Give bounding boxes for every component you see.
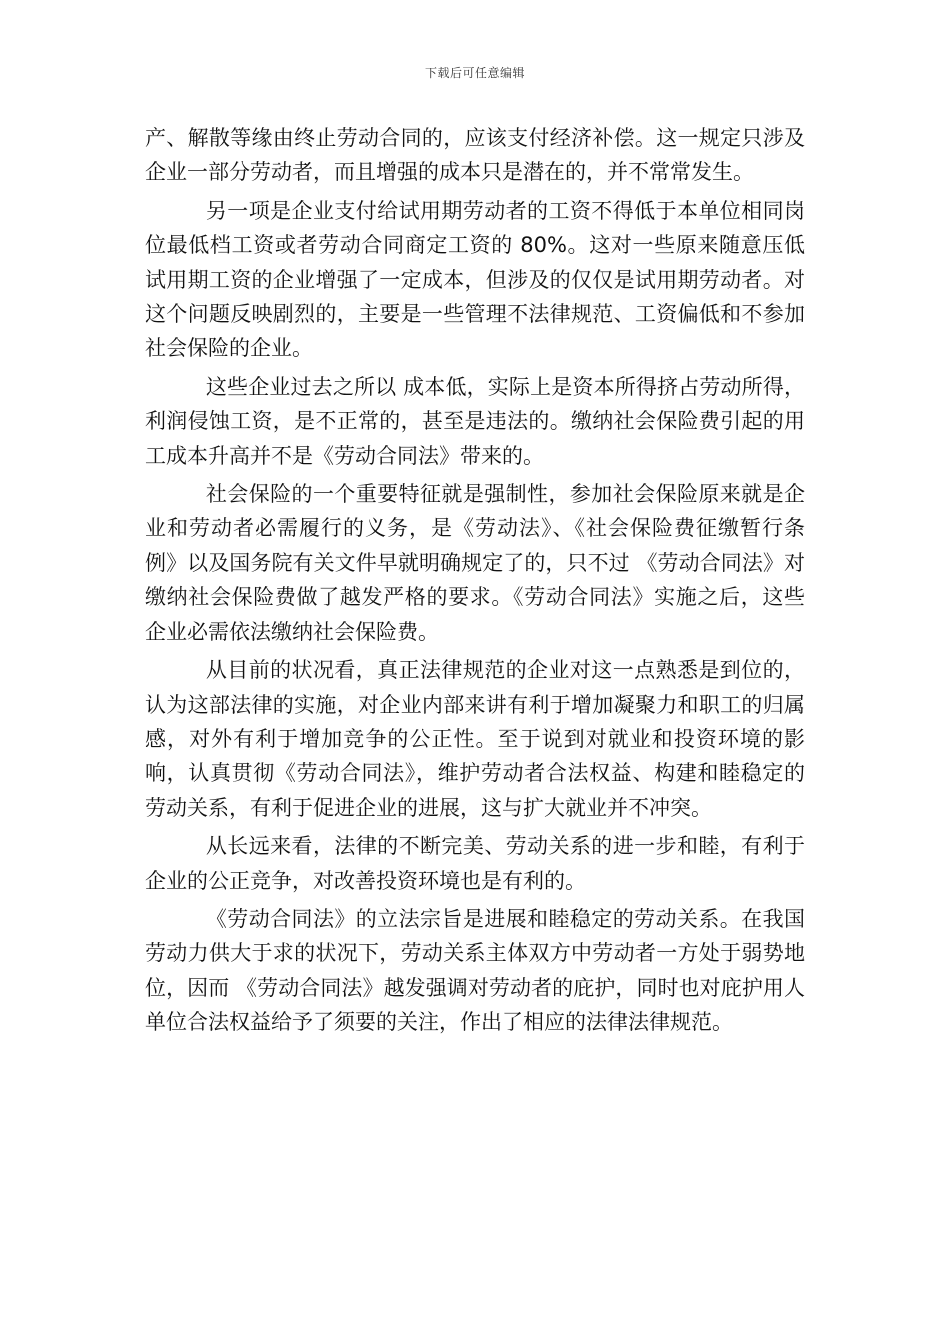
page-header: 下载后可任意编辑 xyxy=(424,66,525,80)
paragraph-2: 另一项是企业支付给试用期劳动者的工资不得低于本单位相同岗位最低档工资或者劳动合同商定工资的 80%。这对一些原来随意压低试用期工资的企业增强了一定成本，但涉及的仅仅是试用期劳动者。对这个问题反映剧烈的，主要是一些管理不法律规范、工资偏低和不参加社会保险的企业。 xyxy=(145,198,805,361)
paragraph-7: 《劳动合同法》的立法宗旨是进展和睦稳定的劳动关系。在我国劳动力供大于求的状况下，劳动关系主体双方中劳动者一方处于弱势地位，因而 《劳动合同法》越发强调对劳动者的庇护，同时也对庇护用人单位合法权益给予了须要的关注，作出了相应的法律法律规范。 xyxy=(145,906,805,1035)
paragraph-3: 这些企业过去之所以 成本低，实际上是资本所得挤占劳动所得，利润侵蚀工资，是不正常的，甚至是违法的。缴纳社会保险费引起的用工成本升高并不是《劳动合同法》带来的。 xyxy=(145,374,805,468)
paragraph-5: 从目前的状况看，真正法律规范的企业对这一点熟悉是到位的，认为这部法律的实施，对企业内部来讲有利于增加凝聚力和职工的归属感，对外有利于增加竞争的公正性。至于说到对就业和投资环境的影响，认真贯彻《劳动合同法》，维护劳动者合法权益、构建和睦稳定的劳动关系，有利于促进企业的进展，这与扩大就业并不冲突。 xyxy=(145,658,805,820)
paragraph-4: 社会保险的一个重要特征就是强制性，参加社会保险原来就是企业和劳动者必需履行的义务，是《劳动法》、《社会保险费征缴暂行条例》以及国务院有关文件早就明确规定了的，只不过 《劳动合同法》对缴纳社会保险费做了越发严格的要求。《劳动合同法》实施之后，这些企业必需依法缴纳社会保险费。 xyxy=(145,482,805,644)
paragraph-6: 从长远来看，法律的不断完美、劳动关系的进一步和睦，有利于企业的公正竞争，对改善投资环境也是有利的。 xyxy=(145,834,805,893)
document-body xyxy=(145,121,805,1044)
paragraph-1: 产、解散等缘由终止劳动合同的，应该支付经济补偿。这一规定只涉及企业一部分劳动者，而且增强的成本只是潜在的，并不常常发生。 xyxy=(145,126,805,185)
